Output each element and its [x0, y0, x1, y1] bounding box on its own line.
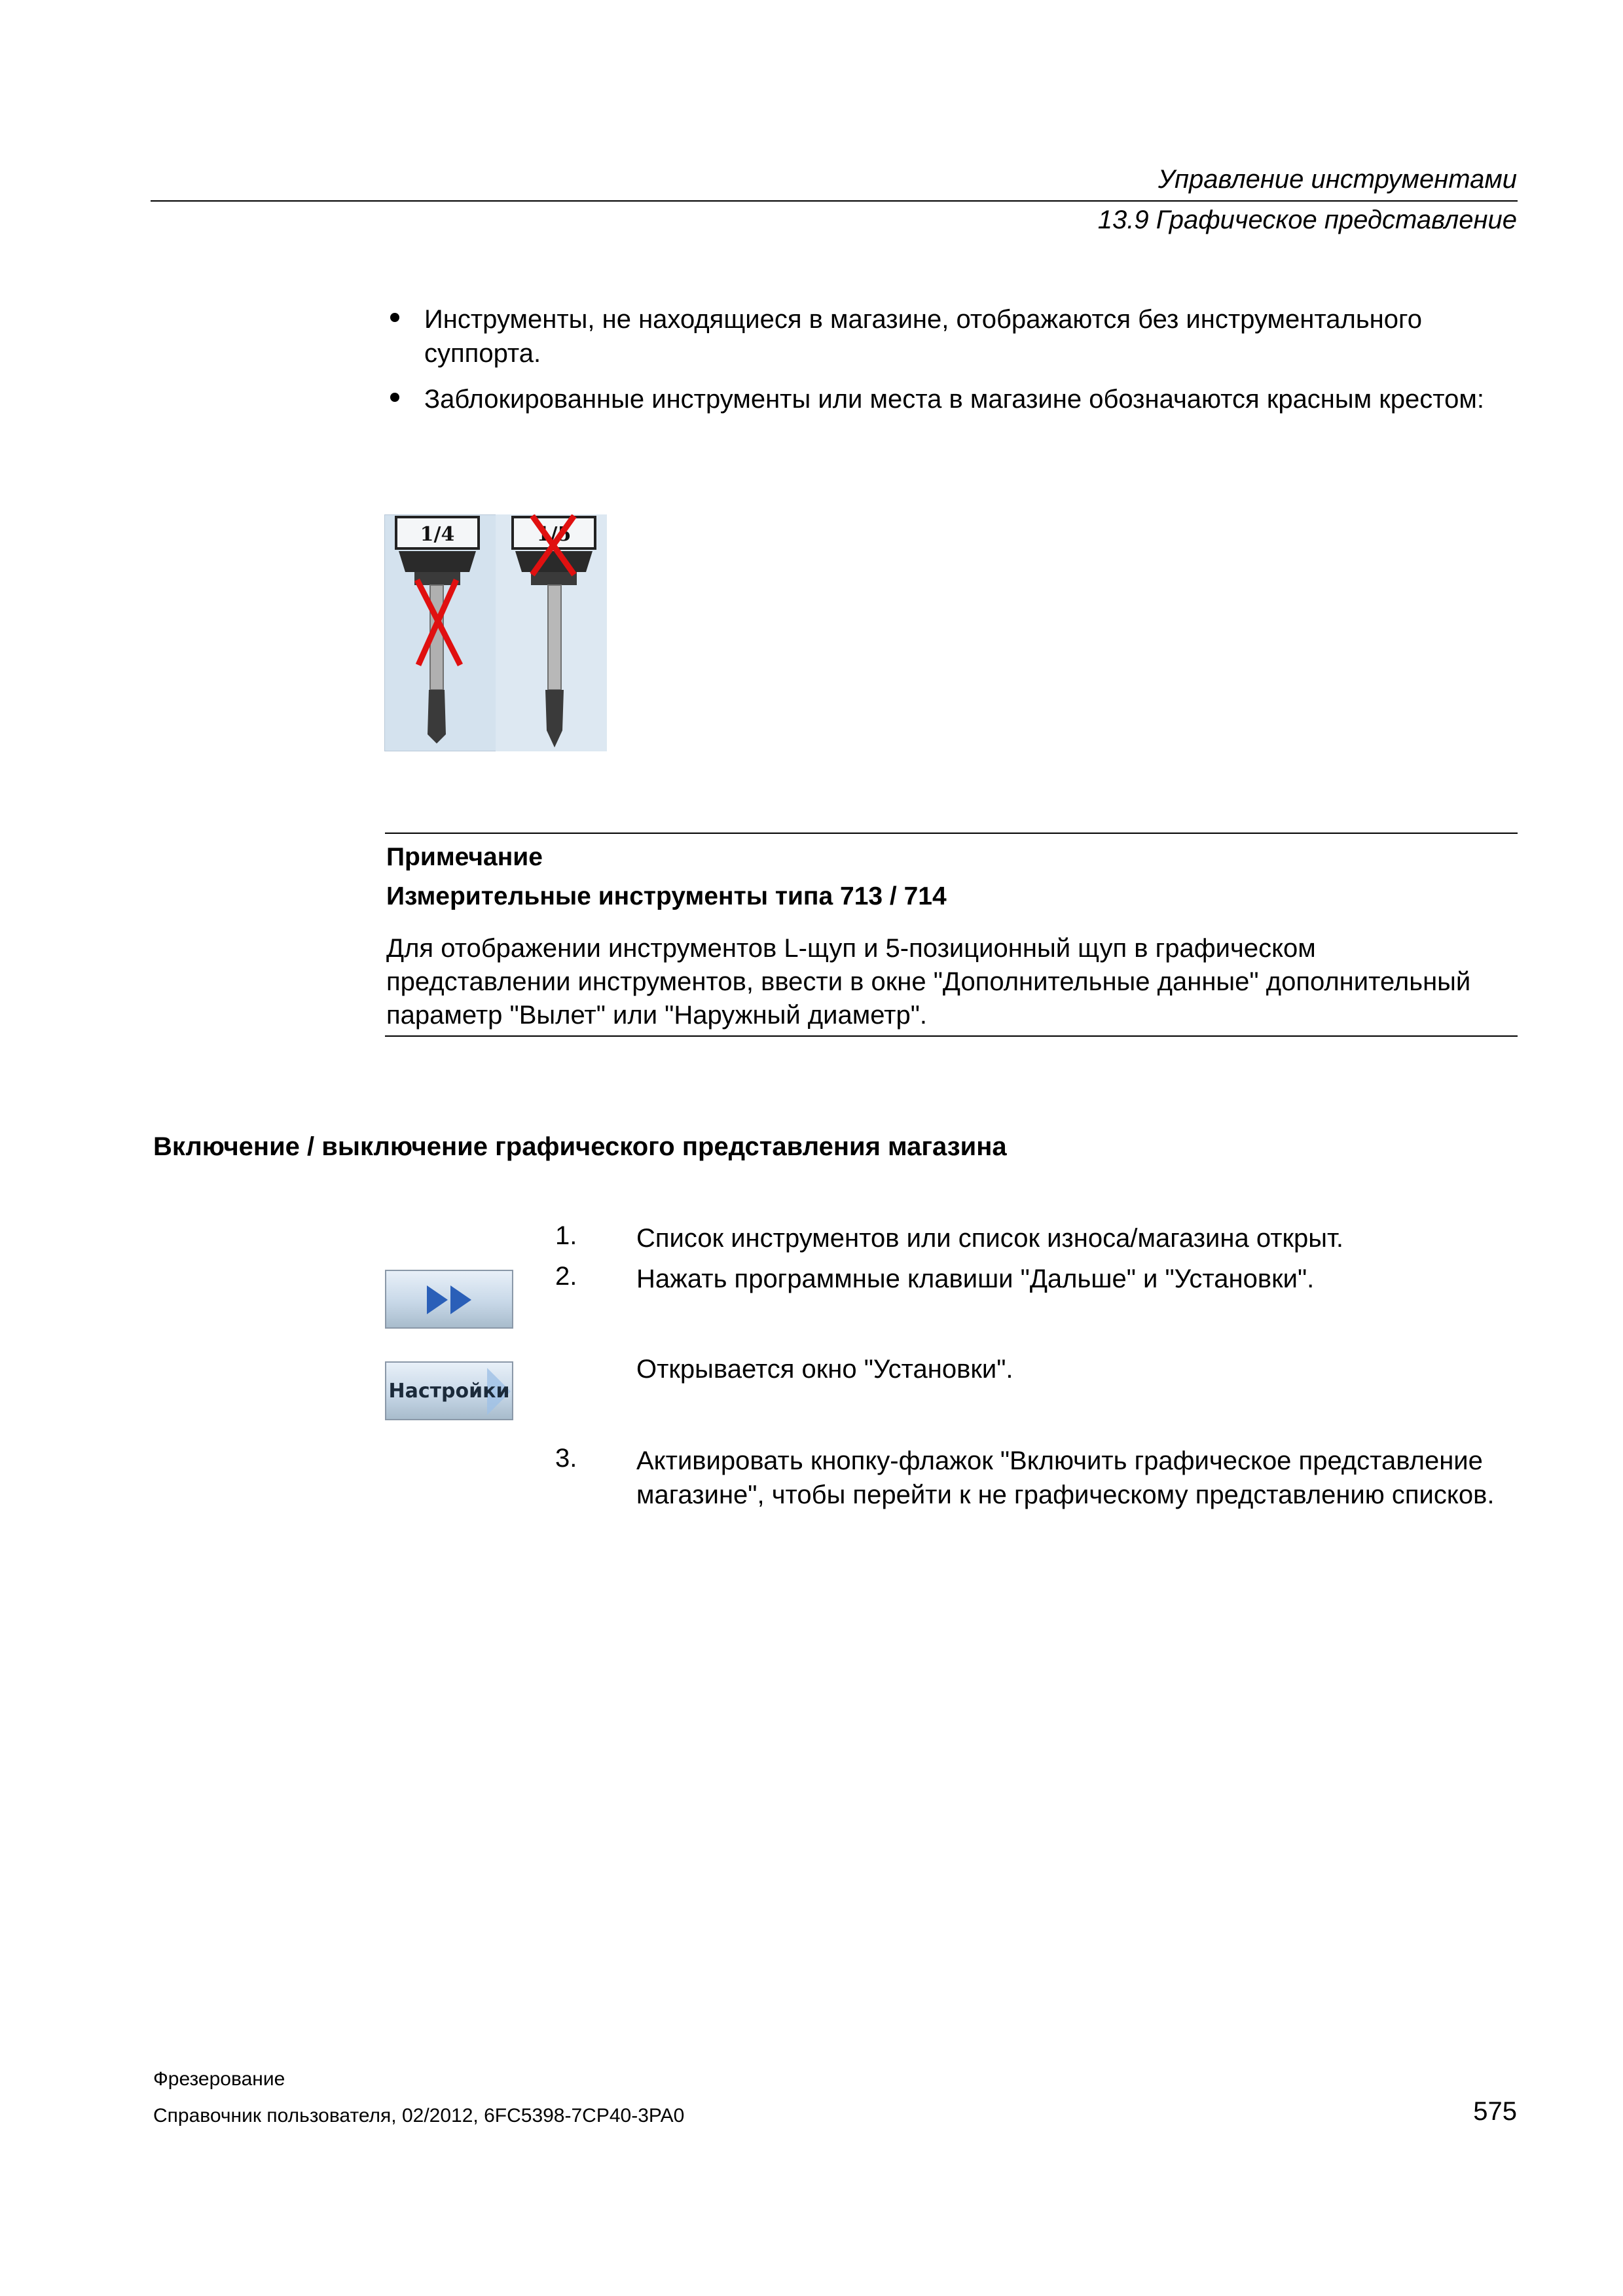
note-subtitle: Измерительные инструменты типа 713 / 714 [386, 882, 947, 910]
bullet-text: Инструменты, не находящиеся в магазине, отображаются без инструментального суппорта. [424, 305, 1422, 368]
section-heading: Включение / выключение графического представления магазина [153, 1132, 1007, 1161]
locked-tools-figure [384, 514, 607, 751]
step-number: 3. [555, 1444, 577, 1473]
footer-document: Справочник пользователя, 02/2012, 6FC5398-7CP40-3PA0 [153, 2105, 685, 2126]
next-softkey[interactable] [385, 1270, 513, 1329]
section-title: 13.9 Графическое представление [1097, 206, 1517, 234]
chapter-title: Управление инструментами [1158, 165, 1517, 194]
note-text: Для отображении инструментов L-щуп и 5-позиционный щуп в графическом представлении инструментов, ввести в окне "Дополнительные данные" дополнительный параметр "Вылет" или "Наружный диаметр". [386, 934, 1471, 1030]
magazine-place-label: 1/4 [420, 523, 455, 546]
bullet-dot [390, 313, 399, 322]
step-text: Нажать программные клавиши "Дальше" и "Установки". [636, 1265, 1315, 1293]
settings-softkey-label: Настройки [388, 1380, 510, 1403]
drill-right [545, 585, 564, 747]
note-title: Примечание [386, 843, 543, 871]
step-number: 1. [555, 1221, 577, 1250]
footer-product: Фрезерование [153, 2068, 285, 2090]
bullet-dot [390, 393, 399, 402]
step-text: Открывается окно "Установки". [636, 1355, 1013, 1384]
settings-softkey[interactable] [385, 1361, 513, 1420]
step-text: Список инструментов или список износа/магазина открыт. [636, 1224, 1344, 1253]
bullet-text: Заблокированные инструменты или места в магазине обозначаются красным крестом: [424, 385, 1484, 414]
header-rule [151, 200, 1518, 202]
note-bottom-rule [385, 1035, 1518, 1037]
page-number: 575 [1473, 2097, 1517, 2126]
note-top-rule [385, 833, 1518, 834]
step-number: 2. [555, 1262, 577, 1291]
double-arrow-icon [424, 1283, 477, 1317]
magazine-place-label: 1/5 [536, 523, 572, 546]
step-text: Активировать кнопку-флажок "Включить графическое представление магазине", чтобы перейти к не графическому представлению списков. [636, 1446, 1495, 1509]
